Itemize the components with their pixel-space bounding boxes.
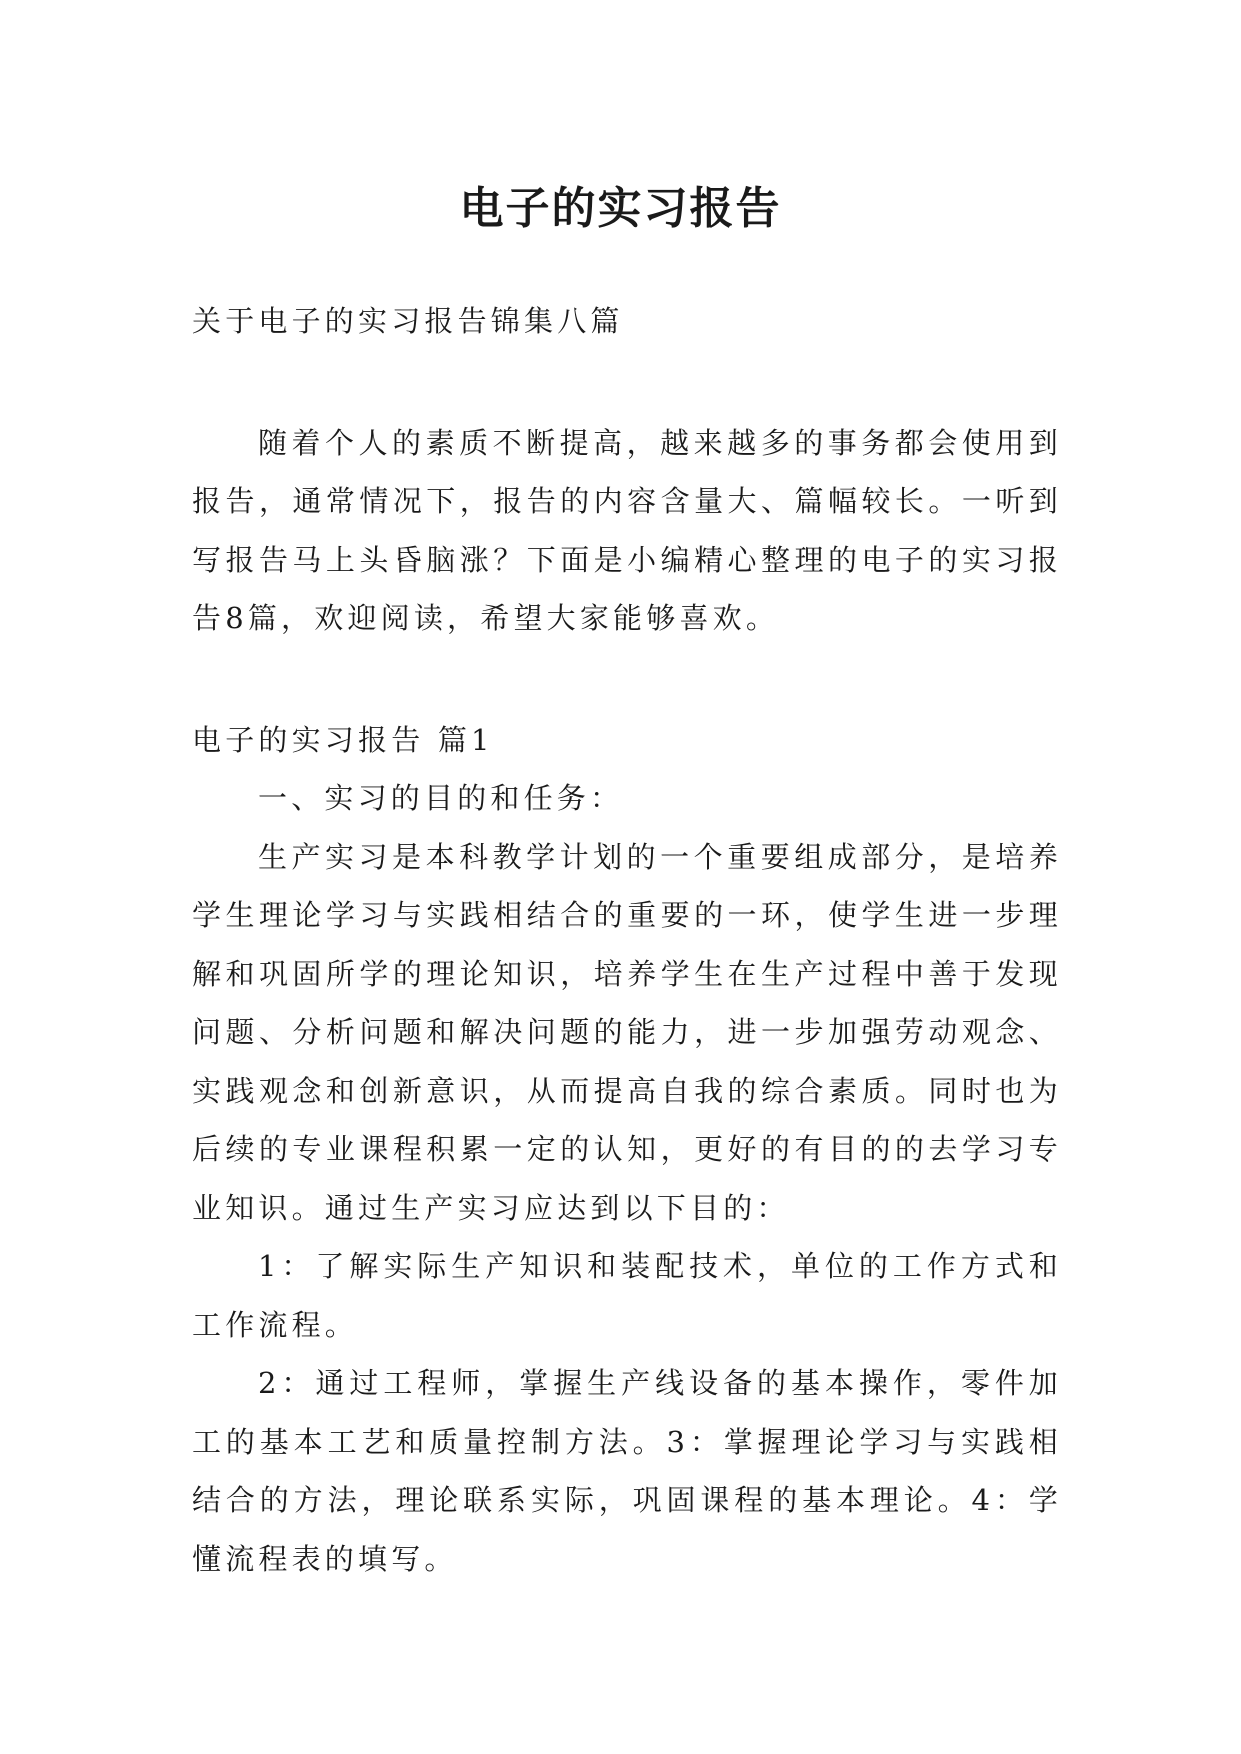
section-point: 一、实习的目的和任务： (258, 781, 624, 815)
list-item-1: 1：了解实际生产知识和装配技术，单位的工作方式和工作流程。 (192, 1249, 1062, 1342)
list-item-2-4: 2：通过工程师，掌握生产线设备的基本操作，零件加工的基本工艺和质量控制方法。3：掌握理论学习与实践相结合的方法，理论联系实际，巩固课程的基本理论。4：学懂流程表的填写。 (192, 1366, 1062, 1576)
document-title: 电子的实习报告 (459, 183, 782, 235)
document-subtitle: 关于电子的实习报告锦集八篇 (192, 304, 624, 338)
section-heading: 电子的实习报告 篇1 (192, 722, 494, 757)
body-paragraph: 生产实习是本科教学计划的一个重要组成部分，是培养学生理论学习与实践相结合的重要的一环，使学生进一步理解和巩固所学的理论知识，培养学生在生产过程中善于发现问题、分析问题和解决问题的能力，进一步加强劳动观念、实践观念和创新意识，从而提高自我的综合素质。同时也为后续的专业课程积累一定的认知，更好的有目的的去学习专业知识。通过生产实习应达到以下目的： (192, 839, 1062, 1225)
intro-paragraph: 随着个人的素质不断提高，越来越多的事务都会使用到报告，通常情况下，报告的内容含量大、篇幅较长。一听到写报告马上头昏脑涨？下面是小编精心整理的电子的实习报告8篇，欢迎阅读，希望大家能够喜欢。 (192, 425, 1062, 635)
document-body (192, 292, 1062, 1588)
